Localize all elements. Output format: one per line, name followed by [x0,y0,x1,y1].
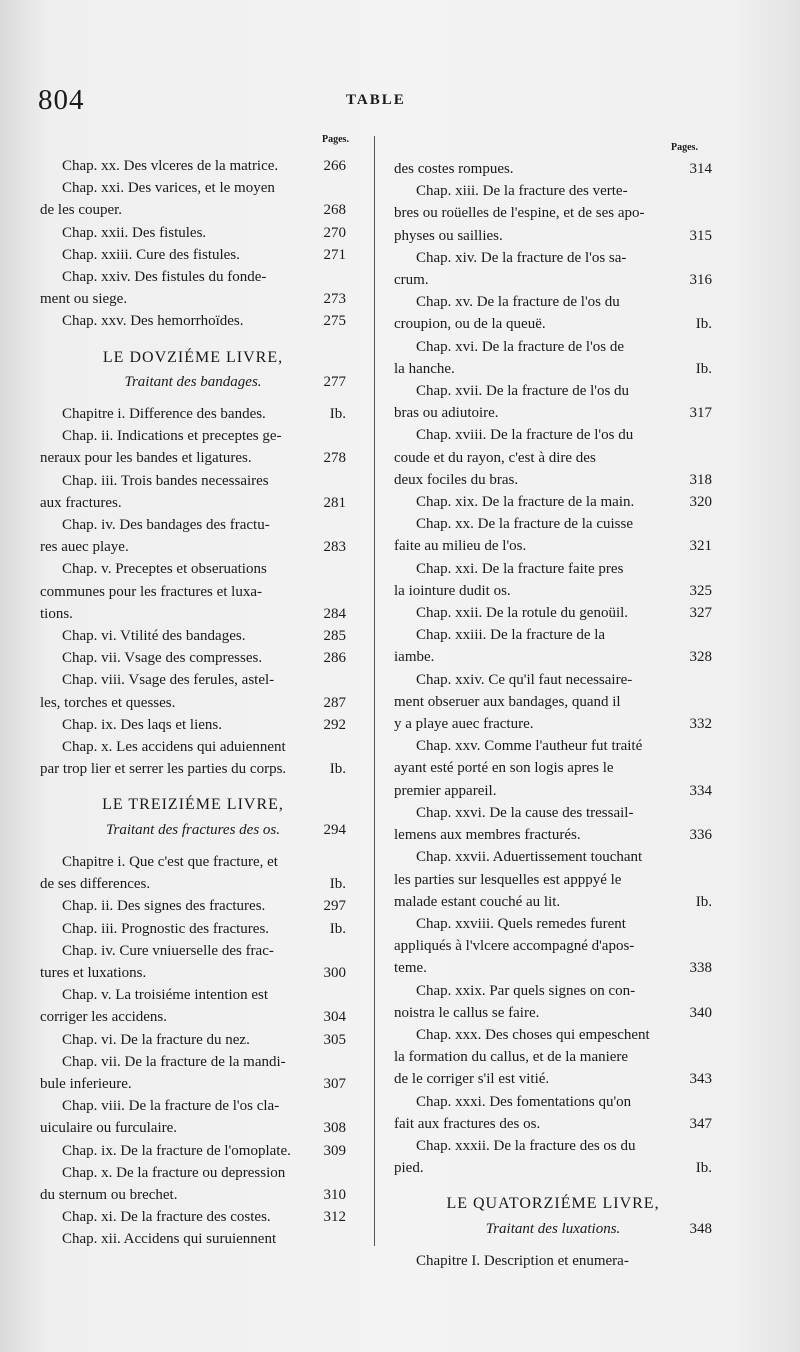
page-ref: 270 [323,224,346,241]
entry-line [394,424,712,446]
left-column [40,155,346,1251]
entry-text: Chap. xxiii. Cure des fistules. [62,246,240,263]
entry-text: Chap. xxvi. De la cause des tressail- [416,804,634,821]
entry-line [394,535,712,557]
entry-text: Chap. viii. De la fracture de l'os cla- [62,1098,280,1115]
entry-text: Chap. xi. De la fracture des costes. [62,1209,271,1226]
toc-entry [40,1051,346,1095]
entry-text: Chap. xxii. Des fistules. [62,224,207,241]
page-ref: 307 [323,1075,346,1092]
entry-line [40,177,346,199]
entry-line [394,158,712,180]
page-ref: 308 [323,1120,346,1137]
toc-entry [394,180,712,247]
page-ref: 310 [323,1186,346,1203]
entry-line [40,447,346,469]
entry-line [40,647,346,669]
page-ref: 348 [689,1220,712,1237]
toc-entry [40,895,346,917]
entry-text: corriger les accidens. [40,1009,168,1026]
entry-line [394,491,712,513]
book-subtitle [394,1218,712,1240]
page-ref: Ib. [329,406,346,423]
page-ref: 316 [689,272,712,289]
entry-text: de ses differences. [40,876,151,893]
page-ref: 300 [323,964,346,981]
entry-text: Chap. v. La troisiéme intention est [62,987,269,1004]
page-ref: 284 [323,605,346,622]
entry-text: Chap. xiii. De la fracture des verte- [416,183,628,200]
entry-line [40,310,346,332]
page-ref: 305 [323,1031,346,1048]
book-subtitle-text: Traitant des fractures des os. [105,821,281,838]
entry-text: premier appareil. [394,782,497,799]
entry-text: des costes rompues. [394,161,514,177]
entry-line [394,225,712,247]
book-subtitle [40,819,346,841]
entry-line [40,266,346,288]
entry-line [40,895,346,917]
toc-entry [394,247,712,291]
page-ref: 309 [323,1142,346,1159]
entry-text: Chap. xxii. De la rotule du genoüil. [416,605,629,622]
entry-line [40,714,346,736]
entry-line [394,336,712,358]
page-ref: 312 [323,1209,346,1226]
page-ref: Ib. [695,1160,712,1177]
toc-entry [40,425,346,469]
toc-entry [394,424,712,491]
entry-text: du sternum ou brechet. [40,1186,178,1203]
toc-entry [394,602,712,624]
book-subtitle-text: Traitant des luxations. [485,1220,621,1237]
entry-text: la hanche. [394,360,455,377]
entry-text: tures et luxations. [40,964,147,981]
entry-line [40,492,346,514]
entry-text: la formation du callus, et de la maniere [394,1049,629,1066]
toc-entry [40,1029,346,1051]
entry-line [394,1024,712,1046]
entry-text: Chap. xxv. Des hemorrhoïdes. [62,313,244,330]
entry-line [394,1113,712,1135]
entry-text: Chap. xviii. De la fracture de l'os du [416,427,634,444]
book-title: LE QUATORZIÉME LIVRE, [446,1195,660,1213]
page-ref: 315 [689,227,712,244]
entry-text: deux fociles du bras. [394,471,519,488]
entry-line [40,425,346,447]
entry-line [394,913,712,935]
entry-line [394,957,712,979]
entry-line [40,940,346,962]
entry-text: teme. [394,960,427,977]
entry-line [40,692,346,714]
toc-entry [40,266,346,310]
entry-text: Chapitre I. Description et enumera- [416,1252,629,1269]
entry-text: bres ou roüelles de l'espine, et de ses apo- [394,205,645,222]
page-ref: 332 [689,716,712,733]
entry-line [40,1073,346,1095]
entry-line [394,402,712,424]
entry-text: Chap. xxi. De la fracture faite pres [416,560,624,577]
entry-text: fait aux fractures des os. [394,1115,541,1132]
page-ref: 343 [689,1071,712,1088]
right-column [394,158,712,1272]
toc-entry [40,714,346,736]
toc-entry [40,647,346,669]
entry-text: Chap. xx. De la fracture de la cuisse [416,516,633,533]
page-ref: 277 [323,373,346,390]
toc-entry [394,802,712,846]
entry-line [394,846,712,868]
entry-text: Chap. ii. Indications et preceptes ge- [62,428,282,445]
entry-line [40,984,346,1006]
entry-text: appliqués à l'vlcere accompagné d'apos- [394,938,635,955]
toc-entry [40,514,346,558]
toc-entry [394,291,712,335]
entry-text: noistra le callus se faire. [394,1004,540,1021]
toc-entry [40,177,346,221]
toc-entry [394,380,712,424]
entry-text: par trop lier et serrer les parties du corps. [40,761,287,778]
page-ref: 340 [689,1004,712,1021]
toc-entry [394,1091,712,1135]
entry-text: physes ou saillies. [394,227,503,244]
entry-text: bule inferieure. [40,1075,132,1092]
entry-text: Chap. xii. Accidens qui suruiennent [62,1231,277,1248]
page-ref: Ib. [695,893,712,910]
entry-text: Chap. iv. Cure vniuerselle des frac- [62,942,274,959]
entry-line [40,851,346,873]
entry-line [40,625,346,647]
page-ref: 271 [323,246,346,263]
entry-text: pied. [394,1160,424,1177]
toc-entry [40,1162,346,1206]
toc-entry [40,1228,346,1250]
entry-line [40,1006,346,1028]
toc-entry [40,155,346,177]
entry-text: de le corriger s'il est vitié. [394,1071,550,1088]
entry-line [394,202,712,224]
entry-line [40,603,346,625]
entry-text: Chap. vi. De la fracture du nez. [62,1031,250,1048]
entry-line [40,199,346,221]
entry-line [40,581,346,603]
entry-line [394,180,712,202]
entry-line [40,736,346,758]
entry-line [40,1051,346,1073]
entry-line [394,380,712,402]
entry-text: ment obseruer aux bandages, quand il [394,693,621,710]
page-ref: 285 [323,628,346,645]
pages-label-left: Pages. [322,134,349,145]
entry-line [394,1046,712,1068]
toc-entry [394,513,712,557]
book-title: LE DOVZIÉME LIVRE, [102,348,284,366]
entry-line [394,1091,712,1113]
page-ref: 273 [323,291,346,308]
entry-text: Chap. xxviii. Quels remedes furent [416,915,626,932]
entry-text: Chap. x. Les accidens qui aduiennent [62,739,286,756]
entry-line [40,244,346,266]
entry-line [394,802,712,824]
entry-line [394,269,712,291]
entry-text: y a playe auec fracture. [394,716,534,733]
page-ref: 278 [323,450,346,467]
entry-line [394,691,712,713]
toc-entry [394,624,712,668]
page-ref: 328 [689,649,712,666]
entry-line [40,1228,346,1250]
entry-text: Chap. iii. Trois bandes necessaires [62,472,269,489]
page-ref: 287 [323,694,346,711]
entry-text: crum. [394,272,429,289]
entry-text: ayant esté porté en son logis apres le [394,760,614,777]
entry-line [394,757,712,779]
page-ref: 314 [689,161,712,177]
page-ref: 338 [689,960,712,977]
toc-entry [40,1140,346,1162]
entry-line [394,1157,712,1179]
entry-text: Chap. iv. Des bandages des fractu- [62,517,270,534]
entry-line [40,288,346,310]
entry-text: Chap. ix. De la fracture de l'omoplate. [62,1142,291,1159]
entry-line [40,536,346,558]
page-ref: Ib. [695,360,712,377]
entry-line [40,155,346,177]
entry-line [40,1206,346,1228]
toc-entry [40,1095,346,1139]
page-ref: 281 [323,494,346,511]
page-ref: 268 [323,202,346,219]
pages-label-right: Pages. [671,142,698,153]
entry-text: bras ou adiutoire. [394,405,499,422]
page-ref: 336 [689,827,712,844]
column-divider [374,136,375,1246]
entry-text: Chap. ii. Des signes des fractures. [62,898,266,915]
toc-entry [40,403,346,425]
entry-text: res auec playe. [40,539,129,556]
page-ref: 334 [689,782,712,799]
entry-line [394,669,712,691]
entry-text: les, torches et quesses. [40,694,176,711]
entry-text: Chap. xxxi. Des fomentations qu'on [416,1093,632,1110]
entry-line [394,580,712,602]
entry-line [40,1095,346,1117]
toc-entry [394,846,712,913]
page-ref: 327 [689,605,712,622]
entry-line [40,962,346,984]
entry-line [40,1117,346,1139]
toc-entry [40,558,346,625]
entry-line [40,1029,346,1051]
entry-line [40,514,346,536]
entry-text: Chap. xxiv. Des fistules du fonde- [62,269,267,286]
toc-entry [40,984,346,1028]
entry-line [394,1250,712,1272]
toc-entry [394,913,712,980]
entry-text: Chap. xx. Des vlceres de la matrice. [62,158,279,174]
page-ref: 320 [689,494,712,511]
entry-text: Chap. vi. Vtilité des bandages. [62,628,246,645]
entry-line [394,558,712,580]
toc-entry [40,736,346,780]
toc-entry [40,625,346,647]
entry-line [40,403,346,425]
entry-text: Chapitre i. Que c'est que fracture, et [62,853,278,870]
toc-entry [394,735,712,802]
entry-line [394,602,712,624]
entry-text: Chap. xix. De la fracture de la main. [416,494,635,511]
entry-text: coude et du rayon, c'est à dire des [394,449,596,466]
entry-text: croupion, ou de la queuë. [394,316,546,333]
entry-line [394,291,712,313]
page-ref: Ib. [329,761,346,778]
entry-line [40,918,346,940]
entry-text: aux fractures. [40,494,122,511]
page-ref: 318 [689,471,712,488]
toc-entry [394,158,712,180]
toc-entry [394,336,712,380]
entry-text: la iointure dudit os. [394,582,511,599]
entry-text: Chap. xxiv. Ce qu'il faut necessaire- [416,671,633,688]
entry-line [394,780,712,802]
entry-text: iambe. [394,649,435,666]
entry-text: Chap. xxx. Des choses qui empeschent [416,1026,650,1043]
entry-text: Chap. xxi. Des varices, et le moyen [62,180,275,197]
toc-entry [394,980,712,1024]
entry-text: uiculaire ou furculaire. [40,1120,178,1137]
entry-text: Chapitre i. Difference des bandes. [62,406,266,423]
entry-line [40,1162,346,1184]
entry-line [394,1068,712,1090]
entry-text: Chap. xvii. De la fracture de l'os du [416,383,630,400]
entry-line [40,558,346,580]
entry-line [394,646,712,668]
toc-entry [40,470,346,514]
toc-entry [394,491,712,513]
entry-text: Chap. xxiii. De la fracture de la [416,627,606,644]
entry-text: Chap. xxvii. Aduertissement touchant [416,849,643,866]
book-subtitle [40,371,346,393]
entry-text: Chap. xxv. Comme l'autheur fut traité [416,738,643,755]
entry-line [394,313,712,335]
running-title: TABLE [346,92,406,108]
entry-text: de les couper. [40,202,123,219]
entry-line [394,1002,712,1024]
toc-entry [40,244,346,266]
entry-text: Chap. xv. De la fracture de l'os du [416,294,620,311]
entry-line [40,669,346,691]
page-ref: 283 [323,539,346,556]
page-number: 804 [38,84,85,116]
page-ref: 292 [323,716,346,733]
entry-line [394,513,712,535]
entry-line [394,935,712,957]
entry-line [394,735,712,757]
entry-line [40,222,346,244]
page-ref: Ib. [329,876,346,893]
toc-entry [394,1250,712,1272]
toc-entry [394,669,712,736]
entry-text: malade estant couché au lit. [394,893,561,910]
page-ref: 304 [323,1009,346,1026]
entry-line [394,891,712,913]
entry-line [394,469,712,491]
entry-text: Chap. xxxii. De la fracture des os du [416,1137,636,1154]
entry-line [40,1184,346,1206]
page-ref: 286 [323,650,346,667]
toc-entry [40,851,346,895]
entry-line [394,824,712,846]
entry-line [394,1135,712,1157]
toc-entry [40,918,346,940]
toc-entry [40,1206,346,1228]
toc-entry [40,310,346,332]
entry-text: tions. [40,605,73,622]
book-subtitle-text: Traitant des bandages. [124,373,262,390]
entry-text: Chap. xiv. De la fracture de l'os sa- [416,249,627,266]
toc-entry [40,669,346,713]
toc-entry [394,558,712,602]
page-ref: 297 [323,898,346,915]
page-ref: 321 [689,538,712,555]
page-ref: 266 [323,158,346,174]
entry-text: Chap. xxix. Par quels signes on con- [416,982,636,999]
page-ref: Ib. [329,920,346,937]
entry-line [394,713,712,735]
entry-text: Chap. xvi. De la fracture de l'os de [416,338,625,355]
page-ref: 294 [323,821,346,838]
entry-line [40,873,346,895]
entry-text: Chap. ix. Des laqs et liens. [62,716,222,733]
entry-text: neraux pour les bandes et ligatures. [40,450,252,467]
page-ref: 317 [689,405,712,422]
entry-text: Chap. x. De la fracture ou depression [62,1164,286,1181]
page-ref: 275 [323,313,346,330]
entry-line [40,758,346,780]
page-ref: 325 [689,582,712,599]
entry-text: Chap. iii. Prognostic des fractures. [62,920,270,937]
toc-entry [394,1024,712,1091]
entry-line [394,980,712,1002]
entry-line [394,624,712,646]
toc-entry [394,1135,712,1179]
entry-text: Chap. viii. Vsage des ferules, astel- [62,672,275,689]
entry-text: les parties sur lesquelles est apppyé le [394,871,622,888]
entry-text: ment ou siege. [40,291,128,308]
entry-line [40,1140,346,1162]
toc-entry [40,222,346,244]
book-title: LE TREIZIÉME LIVRE, [102,796,284,814]
entry-text: Chap. vii. Vsage des compresses. [62,650,263,667]
entry-text: Chap. v. Preceptes et obseruations [62,561,267,578]
entry-line [394,358,712,380]
page-ref: 347 [689,1115,712,1132]
page-ref: Ib. [695,316,712,333]
entry-text: lemens aux membres fracturés. [394,827,581,844]
entry-line [394,447,712,469]
entry-text: Chap. vii. De la fracture de la mandi- [62,1053,286,1070]
entry-text: faite au milieu de l'os. [394,538,527,555]
entry-line [40,470,346,492]
entry-text: communes pour les fractures et luxa- [40,583,263,600]
toc-entry [40,940,346,984]
entry-line [394,869,712,891]
entry-line [394,247,712,269]
